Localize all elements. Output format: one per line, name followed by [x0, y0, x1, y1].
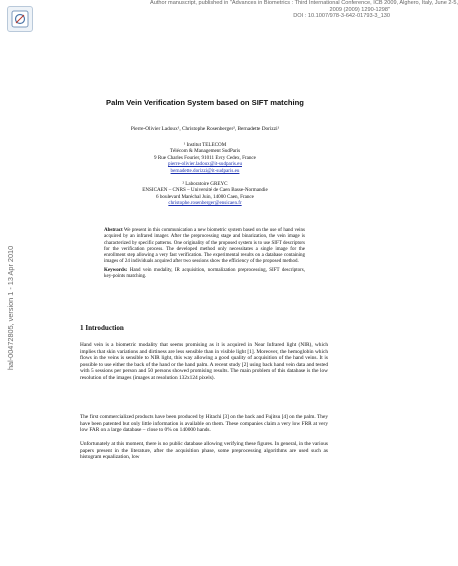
- abstract-label: Abstract: [104, 228, 123, 233]
- body-paragraph: [80, 414, 328, 434]
- hal-logo: [7, 6, 33, 32]
- affiliation-1: [80, 142, 330, 174]
- author-list: Pierre-Olivier Ladoux¹, Christophe Rosenberger², Bernadette Dorizzi¹: [130, 126, 280, 132]
- paper-title: Palm Vein Verification System based on SIFT matching: [106, 98, 304, 107]
- publication-note-line-3: DOI : 10.1007/978-3-642-01793-3_130: [293, 13, 390, 20]
- keywords-label: Keywords:: [104, 267, 128, 273]
- body-paragraph-text: Hand vein is a biometric modality that seems promising as it is acquired in Near Infrared light (NIR), which implies that skin variations and dirtiness are less sensible than in visible light [1]. Moreover, the hemoglobin which flows in the veins is sensible to NIR light, this way allowing a good quality of acquisition of the hand veins. It is possible to use either the back of the hand or the hand palm. A recent study [2] using back hand vein data and tested with 5 sessions per person and 50 persons showed promising results. The main problem of this database is the low resolution of the images (images at resolution 132x124 pixels).: [80, 342, 328, 381]
- publication-note-line-1: Author manuscript, published in "Advances in Biometrics : Third International Conference, ICB 2009, Alghero, Italy, June 2-5,: [150, 0, 458, 6]
- email-link[interactable]: christophe.rosenberger@ensicaen.fr: [168, 200, 242, 207]
- affiliation-1-line: 9 Rue Charles Fourier, 91011 Evry Cedex, France: [154, 154, 256, 161]
- body-paragraph: [80, 441, 328, 461]
- affiliation-1-line: Télécom & Management SudParis: [169, 148, 241, 155]
- affiliation-2-line: ² Laboratoire GREYC: [182, 181, 228, 187]
- hal-logo-icon: [11, 10, 29, 28]
- affiliation-2: [80, 181, 330, 207]
- keywords-paragraph: [104, 268, 305, 281]
- publication-note-line-2: 2009 (2009) 1290-1298": [329, 6, 390, 13]
- body-paragraph-text: The first commercialized products have been produced by Hitachi [3] on the back and Fujitsu [4] on the palm. They have been patented but only little information is available on them. These companies claim a very low FRR at very low FAR on a large database – close to 0% on 140000 hands.: [80, 414, 328, 434]
- publication-note: [150, 0, 458, 20]
- affiliation-2-line: 6 boulevard Maréchal Juin, 14000 Caen, France: [156, 193, 254, 200]
- section-heading: 1 Introduction: [80, 324, 124, 332]
- abstract-text: We present in this communication a new biometric system based on the use of hand veins acquired by an infrared imager. After the preprocessing stage and binarization, the vein image is characterized by specific patterns. One originality of the proposed system is to use SIFT descriptors for the verification process. The developed method only necessitates a single image for the enrollment step allowing a very fast verification. The experimental results on a database containing images of 24 individuals acquired after two sessions show the efficiency of the proposed method.: [104, 228, 305, 265]
- email-link[interactable]: bernadette.dorizzi@it-sudparis.eu: [170, 167, 240, 174]
- abstract-block: [104, 228, 305, 280]
- abstract-paragraph: [104, 228, 305, 266]
- body-paragraph-text: Unfortunately at this moment, there is no public database allowing verifying these figures. In general, in the various papers present in the literature, after the acquisition phase, some preprocessing algorithms are used such as histogram equalization, low: [80, 441, 328, 461]
- keywords-text: Hand vein modality, IR acquisition, normalization preprocessing, SIFT descriptors, key-points matching.: [104, 267, 306, 279]
- affiliation-2-line: ENSICAEN – CNRS – Université de Caen Basse-Normandie: [142, 187, 268, 194]
- email-link[interactable]: pierre-olivier.ladoux@it-sudparis.eu: [167, 161, 242, 168]
- hal-version-stamp: hal-00472805, version 1 - 13 Apr 2010: [6, 245, 15, 370]
- body-paragraph: [80, 342, 328, 381]
- affiliation-1-line: ¹ Institut TELECOM: [183, 142, 227, 148]
